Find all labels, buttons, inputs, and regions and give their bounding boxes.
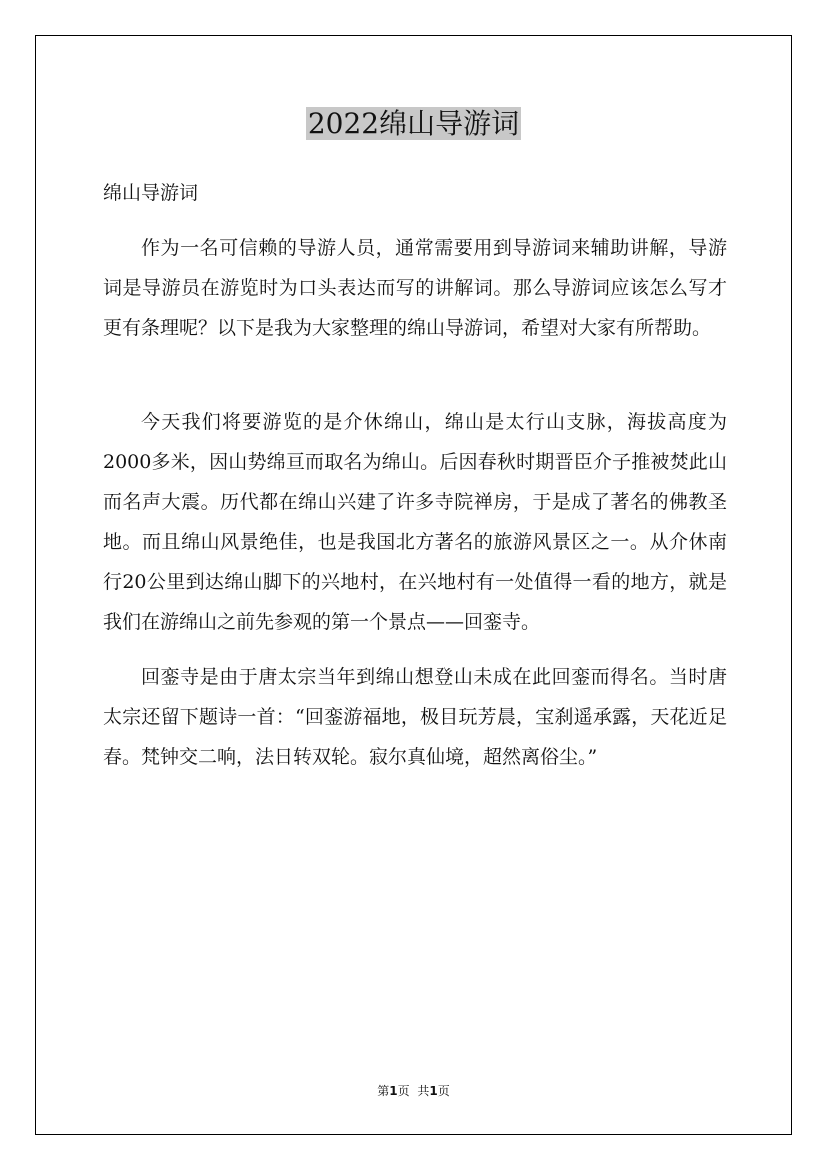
- paragraph-intro: 作为一名可信赖的导游人员，通常需要用到导游词来辅助讲解，导游词是导游员在游览时为口头表达而写的讲解词。那么导游词应该怎么写才更有条理呢？以下是我为大家整理的绵山导游词，希望对大家有所帮助。: [103, 237, 727, 339]
- footer-total-prefix: 共: [417, 1084, 430, 1098]
- document-subtitle: 绵山导游词: [103, 182, 199, 204]
- footer-page-suffix: 页: [397, 1084, 410, 1098]
- footer-total-suffix: 页: [437, 1084, 450, 1098]
- paragraph-huiluan-temple: 回銮寺是由于唐太宗当年到绵山想登山未成在此回銮而得名。当时唐太宗还留下题诗一首：“回銮游福地，极目玩芳晨，宝刹遥承露，天花近足春。梵钟交二响，法日转双轮。寂尔真仙境，超然离俗尘。”: [103, 666, 727, 768]
- paragraph-mianshan: 今天我们将要游览的是介休绵山，绵山是太行山支脉，海拔高度为2000多米，因山势绵亘而取名为绵山。后因春秋时期晋臣介子推被焚此山而名声大震。历代都在绵山兴建了许多寺院禅房，于是成了著名的佛教圣地。而且绵山风景绝佳，也是我国北方著名的旅游风景区之一。从介休南行20公里到达绵山脚下的兴地村，在兴地村有一处值得一看的地方，就是我们在游绵山之前先参观的第一个景点——回銮寺。: [103, 411, 727, 633]
- page-footer: [0, 1082, 827, 1099]
- document-title-text: 2022绵山导游词: [307, 107, 520, 140]
- footer-page-prefix: 第: [377, 1084, 390, 1098]
- footer-total-pages: 1: [429, 1084, 438, 1098]
- footer-page-number: 1: [389, 1084, 398, 1098]
- document-body: [103, 176, 727, 777]
- document-title: [0, 106, 827, 142]
